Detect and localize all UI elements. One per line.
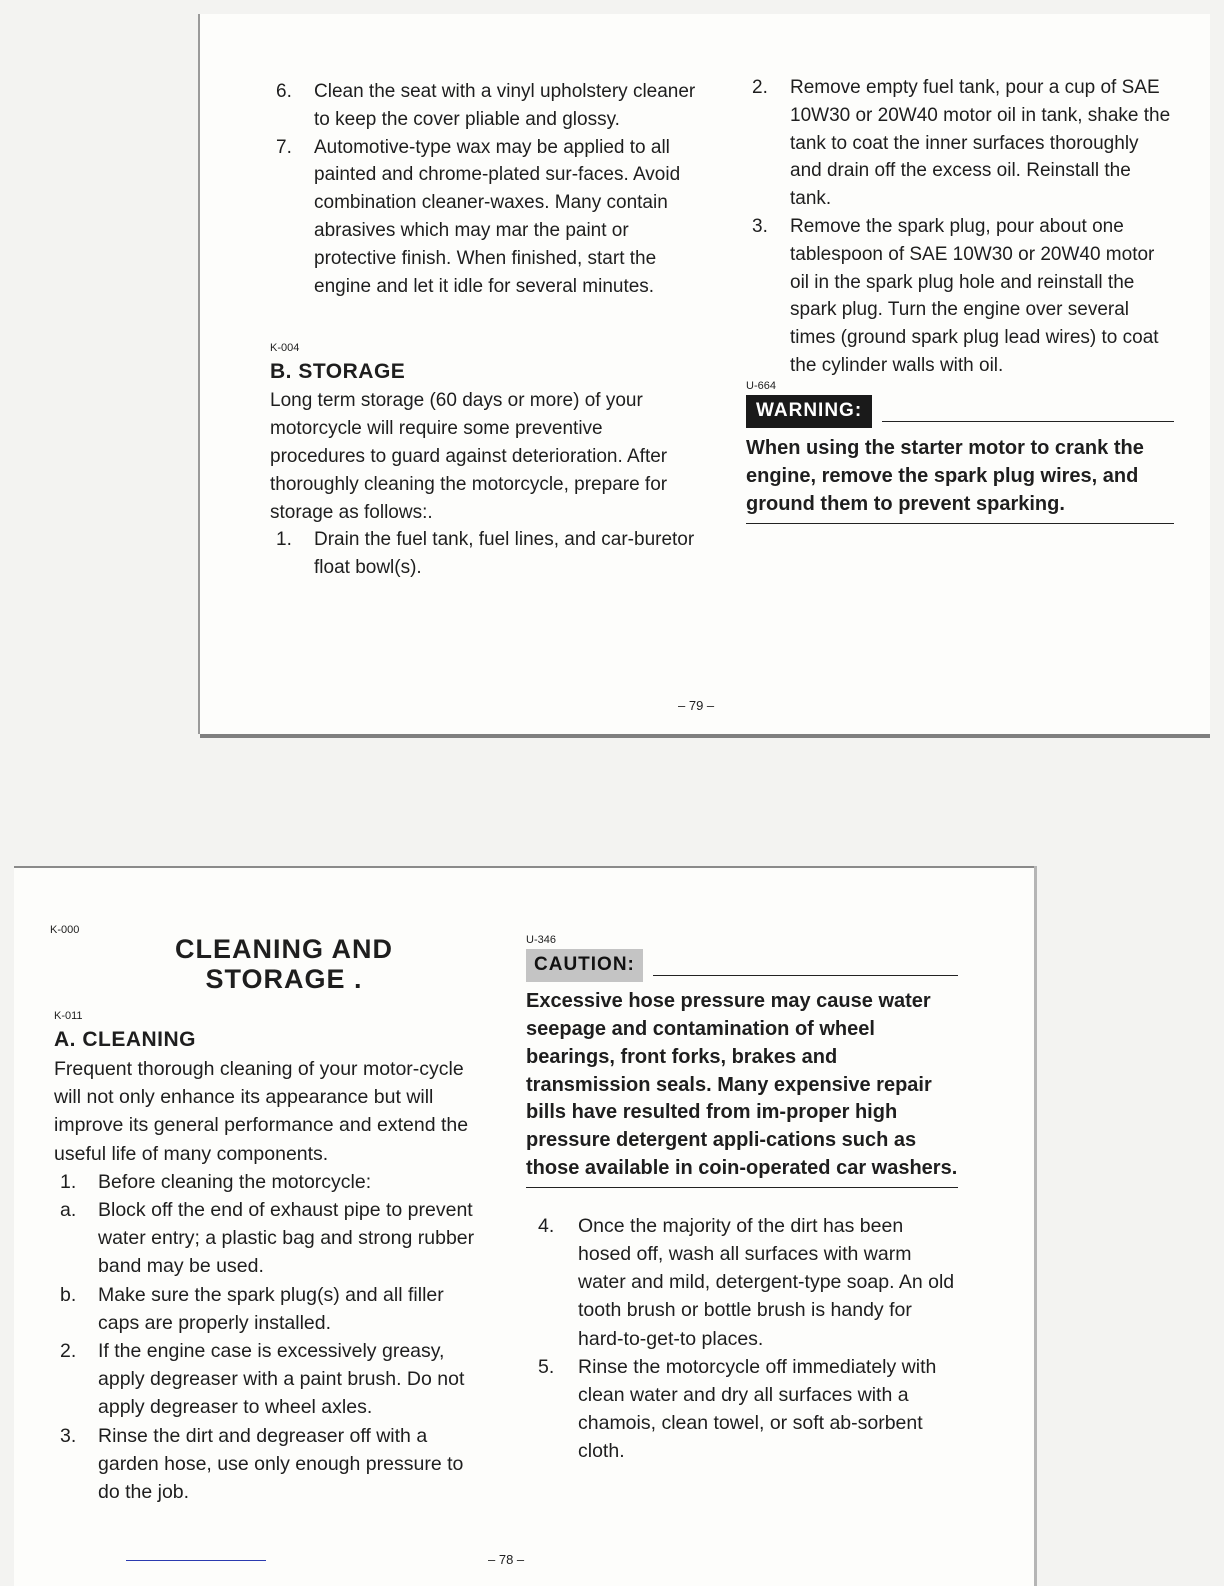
page-79-right-column <box>746 74 1174 524</box>
item-number: a. <box>60 1199 77 1222</box>
page-78-left-column <box>54 1010 486 1506</box>
item-text: If the engine case is excessively greasy, apply degreaser with a paint brush. Do not apply degreaser to wheel axles. <box>98 1340 465 1419</box>
item-text: Make sure the spark plug(s) and all filler caps are properly installed. <box>98 1283 444 1334</box>
blue-underline-mark <box>126 1560 266 1561</box>
item-number: 3. <box>752 215 768 237</box>
item-text: Rinse the dirt and degreaser off with a garden hose, use only enough pressure to do the job. <box>98 1424 464 1504</box>
divider <box>882 421 1174 422</box>
section-intro: Frequent thorough cleaning of your motor-cycle will not only enhance its appearance but will improve its general performance and extend the useful life of many components. <box>54 1058 469 1165</box>
page-number: – 78 – <box>488 1552 525 1567</box>
item-number: b. <box>60 1283 77 1306</box>
caution-header <box>526 949 958 982</box>
item-number: 7. <box>276 136 292 158</box>
item-text: Before cleaning the motorcycle: <box>98 1170 372 1193</box>
list-item <box>54 1196 486 1281</box>
page-79 <box>200 14 1210 734</box>
section-intro: Long term storage (60 days or more) of your motorcycle will require some preventive procedures to guard against deterioration. After thoroughly cleaning the motorcycle, prepare for storage as follows:. <box>270 390 668 523</box>
title-line: STORAGE . <box>205 964 363 994</box>
item-number: 4. <box>538 1214 555 1237</box>
title-line: CLEANING AND <box>175 934 393 964</box>
list-item <box>526 1353 958 1466</box>
list-item <box>270 78 698 134</box>
list-item <box>270 526 698 582</box>
list-item <box>54 1422 486 1507</box>
item-number: 6. <box>276 81 292 102</box>
item-number: 3. <box>60 1424 77 1447</box>
list-item <box>54 1281 486 1337</box>
item-number: 2. <box>752 77 768 98</box>
list-item <box>54 1337 486 1422</box>
warning-code: U-664 <box>746 379 776 392</box>
warning-header <box>746 395 1174 428</box>
item-number: 1. <box>60 1170 77 1193</box>
item-text: Remove the spark plug, pour about one tablespoon of SAE 10W30 or 20W40 motor oil in the spark plug hole and reinstall the spark plug. Turn the engine over several times (ground spark plug lead wires) to coat the cylinder walls with oil. <box>790 215 1159 376</box>
item-text: Block off the end of exhaust pipe to prevent water entry; a plastic bag and strong rubber band may be used. <box>98 1199 475 1278</box>
page-79-left-column <box>270 78 698 582</box>
section-code: K-004 <box>270 342 300 355</box>
caution-text: Excessive hose pressure may cause water seepage and contamination of wheel bearings, front forks, brakes and transmission seals. Many expensive repair bills have resulted from im-proper high pressure detergent appli-cations such as those available in coin-operated car washers. <box>526 988 958 1188</box>
list-item <box>270 134 698 301</box>
section-code: K-011 <box>54 1010 83 1022</box>
section-heading: B. STORAGE <box>270 360 406 384</box>
list-item <box>746 213 1174 380</box>
warning-label: WARNING: <box>746 395 872 428</box>
item-text: Drain the fuel tank, fuel lines, and car-buretor float bowl(s). <box>314 529 695 579</box>
item-text: Once the majority of the dirt has been hosed off, wash all surfaces with warm water and mild, detergent-type soap. An old tooth brush or bottle brush is handy for hard-to-get-to places. <box>578 1214 955 1350</box>
page-number: – 79 – <box>678 698 715 713</box>
item-number: 5. <box>538 1355 555 1378</box>
list-item <box>526 1212 958 1353</box>
item-text: Remove empty fuel tank, pour a cup of SAE 10W30 or 20W40 motor oil in tank, shake the tank to coat the inner surfaces thoroughly and drain off the excess oil. Reinstall the tank. <box>790 77 1171 210</box>
list-item <box>746 74 1174 213</box>
list-item <box>54 1168 486 1196</box>
page-78 <box>14 866 1034 1586</box>
warning-text: When using the starter motor to crank the engine, remove the spark plug wires, and ground them to prevent sparking. <box>746 434 1174 524</box>
caution-code: U-346 <box>526 934 556 946</box>
page-title <box>134 934 434 994</box>
item-text: Clean the seat with a vinyl upholstery cleaner to keep the cover pliable and glossy. <box>314 81 696 130</box>
item-number: 2. <box>60 1340 77 1363</box>
item-number: 1. <box>276 529 292 551</box>
divider <box>653 975 958 976</box>
caution-label: CAUTION: <box>526 949 643 982</box>
item-text: Automotive-type wax may be applied to all painted and chrome-plated sur-faces. Avoid combination cleaner-waxes. Many contain abrasives which may mar the paint or protective finish. When finished, start the engine and let it idle for several minutes. <box>314 136 681 297</box>
title-code: K-000 <box>50 924 80 936</box>
item-text: Rinse the motorcycle off immediately with clean water and dry all surfaces with a chamois, clean towel, or soft ab-sorbent cloth. <box>578 1355 937 1463</box>
page-78-right-column <box>526 934 958 1466</box>
section-heading: A. CLEANING <box>54 1028 196 1051</box>
